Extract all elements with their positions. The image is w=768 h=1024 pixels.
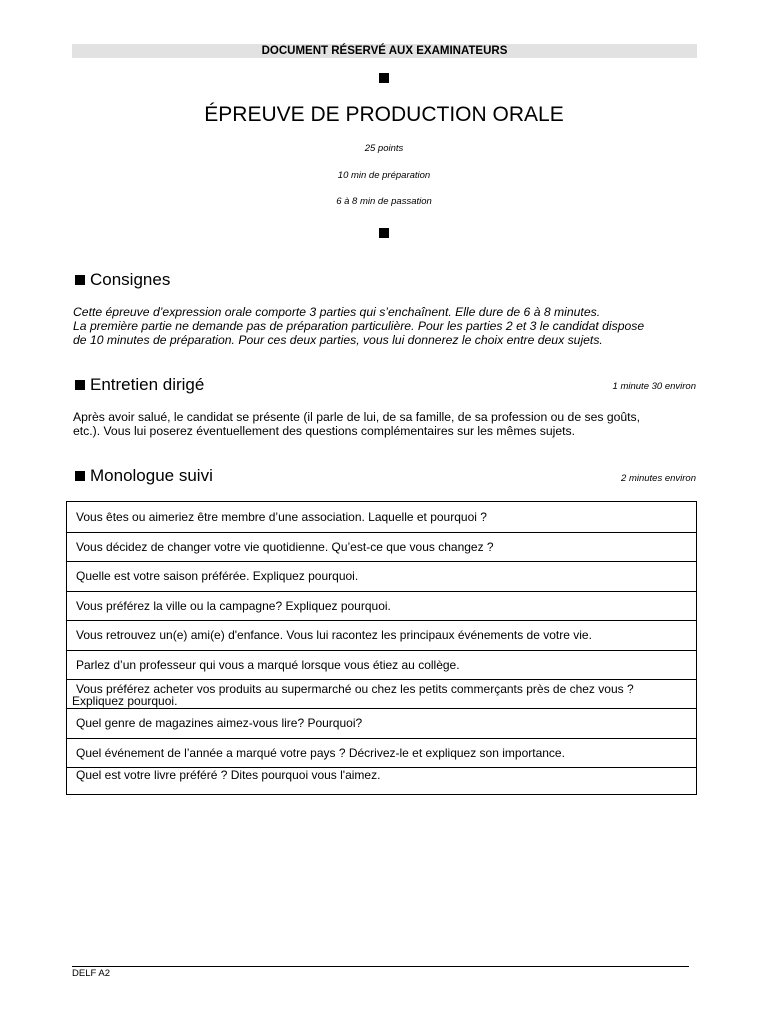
topic-text: Vous préférez acheter vos produits au supermarché ou chez les petits commerçants près de chez vous ? [76, 682, 634, 696]
topic-text: Quel genre de magazines aimez-vous lire? Pourquoi? [76, 716, 363, 730]
passation-text: 6 à 8 min de passation [336, 196, 432, 207]
table-row [67, 561, 696, 591]
footer-label: DELF A2 [72, 968, 111, 979]
consignes-line: de 10 minutes de préparation. Pour ces deux parties, vous lui donnerez le choix entre deux sujets. [73, 333, 603, 347]
page-title: ÉPREUVE DE PRODUCTION ORALE [204, 103, 564, 126]
table-row [67, 650, 696, 679]
section-heading-label: Monologue suivi [90, 466, 213, 485]
square-bullet-icon [75, 275, 85, 285]
entretien-line: Après avoir salué, le candidat se présente (il parle de lui, de sa famille, de sa profession ou de ses goûts, [73, 410, 641, 424]
entretien-duration: 1 minute 30 environ [612, 381, 696, 392]
topic-text: Quel événement de l’année a marqué votre pays ? Décrivez-le et expliquez son importance. [76, 746, 565, 760]
square-bullet-icon [75, 380, 85, 390]
square-bullet-icon [379, 73, 389, 83]
section-heading-consignes [75, 270, 170, 290]
consignes-text [73, 305, 698, 347]
square-bullet-icon [75, 471, 85, 481]
table-row [67, 620, 696, 650]
section-heading-monologue [75, 466, 213, 486]
examiner-header: DOCUMENT RÉSERVÉ AUX EXAMINATEURS [72, 44, 697, 58]
consignes-line: La première partie ne demande pas de préparation particulière. Pour les parties 2 et 3 le candidat dispose [73, 319, 645, 333]
topic-text: Quelle est votre saison préférée. Expliquez pourquoi. [76, 569, 359, 583]
topics-table [66, 501, 697, 795]
table-row [67, 502, 696, 532]
entretien-line: etc.). Vous lui poserez éventuellement des questions complémentaires sur les mêmes sujets. [73, 424, 575, 438]
topic-text: Vous êtes ou aimeriez être membre d’une association. Laquelle et pourquoi ? [76, 510, 487, 524]
monologue-duration: 2 minutes environ [621, 473, 696, 484]
section-heading-label: Consignes [90, 270, 171, 289]
entretien-text [73, 410, 698, 438]
section-heading-entretien [75, 375, 204, 395]
table-row [67, 532, 696, 561]
topic-text-continued: Expliquez pourquoi. [72, 694, 178, 708]
table-row [67, 767, 696, 794]
table-row [67, 679, 696, 708]
square-bullet-icon [379, 228, 389, 238]
topic-text: Vous retrouvez un(e) ami(e) d'enfance. Vous lui racontez les principaux événements de votre vie. [76, 628, 592, 642]
topic-text: Vous préférez la ville ou la campagne? Expliquez pourquoi. [76, 599, 391, 613]
topic-text: Quel est votre livre préféré ? Dites pourquoi vous l'aimez. [76, 768, 381, 782]
footer-divider [72, 966, 689, 967]
topic-text: Vous décidez de changer votre vie quotidienne. Qu’est-ce que vous changez ? [76, 540, 494, 554]
table-row [67, 591, 696, 620]
topic-text: Parlez d’un professeur qui vous a marqué lorsque vous étiez au collège. [76, 658, 460, 672]
preparation-text: 10 min de préparation [337, 170, 431, 181]
points-text: 25 points [364, 143, 404, 154]
table-row [67, 708, 696, 738]
table-row [67, 738, 696, 767]
section-heading-label: Entretien dirigé [90, 375, 205, 394]
consignes-line: Cette épreuve d’expression orale comporte 3 parties qui s’enchaînent. Elle dure de 6 à 8 minutes. [73, 305, 601, 319]
